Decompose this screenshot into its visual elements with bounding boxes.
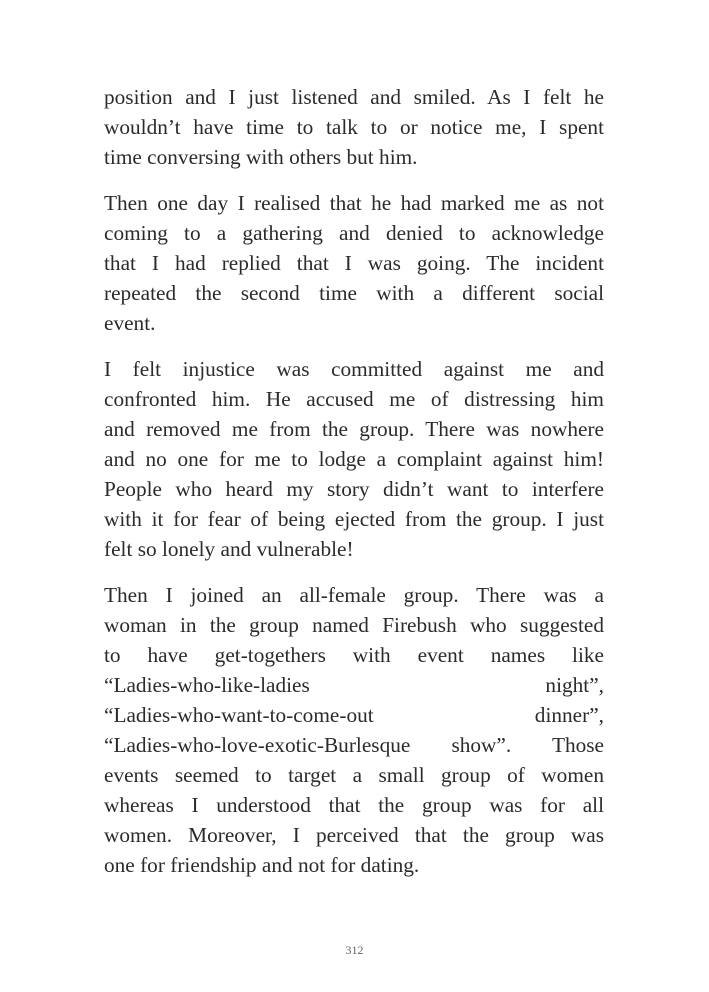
text-line: time conversing with others but him.: [104, 145, 418, 169]
text-line: with it for fear of being ejected from the group. I just: [104, 507, 604, 531]
text-line: events seemed to target a small group of women: [104, 763, 604, 787]
text-line: to have get-togethers with event names like: [104, 643, 604, 667]
text-line: coming to a gathering and denied to acknowledge: [104, 221, 604, 245]
text-line: position and I just listened and smiled. As I felt he: [104, 85, 604, 109]
text-line: I felt injustice was committed against me and: [104, 357, 604, 381]
text-line: and no one for me to lodge a complaint against him!: [104, 447, 604, 471]
text-line: one for friendship and not for dating.: [104, 853, 420, 877]
text-line: that I had replied that I was going. The incident: [104, 251, 604, 275]
text-line: “Ladies-who-like-ladies night”,: [104, 673, 604, 697]
text-line: repeated the second time with a different social: [104, 281, 604, 305]
text-line: woman in the group named Firebush who suggested: [104, 613, 604, 637]
text-line: women. Moreover, I perceived that the group was: [104, 823, 604, 847]
text-line: “Ladies-who-want-to-come-out dinner”,: [104, 703, 604, 727]
text-line: People who heard my story didn’t want to interfere: [104, 477, 604, 501]
paragraph-2: [104, 188, 604, 338]
text-line: “Ladies-who-love-exotic-Burlesque show”. Those: [104, 733, 604, 757]
text-line: and removed me from the group. There was nowhere: [104, 417, 604, 441]
text-line: felt so lonely and vulnerable!: [104, 537, 354, 561]
paragraph-1: [104, 82, 604, 172]
text-line: Then I joined an all-female group. There was a: [104, 583, 604, 607]
text-line: wouldn’t have time to talk to or notice me, I spent: [104, 115, 604, 139]
page-number: 312: [345, 943, 364, 957]
text-line: whereas I understood that the group was for all: [104, 793, 604, 817]
text-line: confronted him. He accused me of distressing him: [104, 387, 604, 411]
body-text: [104, 82, 604, 880]
paragraph-3: [104, 354, 604, 564]
text-line: event.: [104, 311, 156, 335]
text-line: Then one day I realised that he had marked me as not: [104, 191, 604, 215]
paragraph-4: [104, 580, 604, 880]
